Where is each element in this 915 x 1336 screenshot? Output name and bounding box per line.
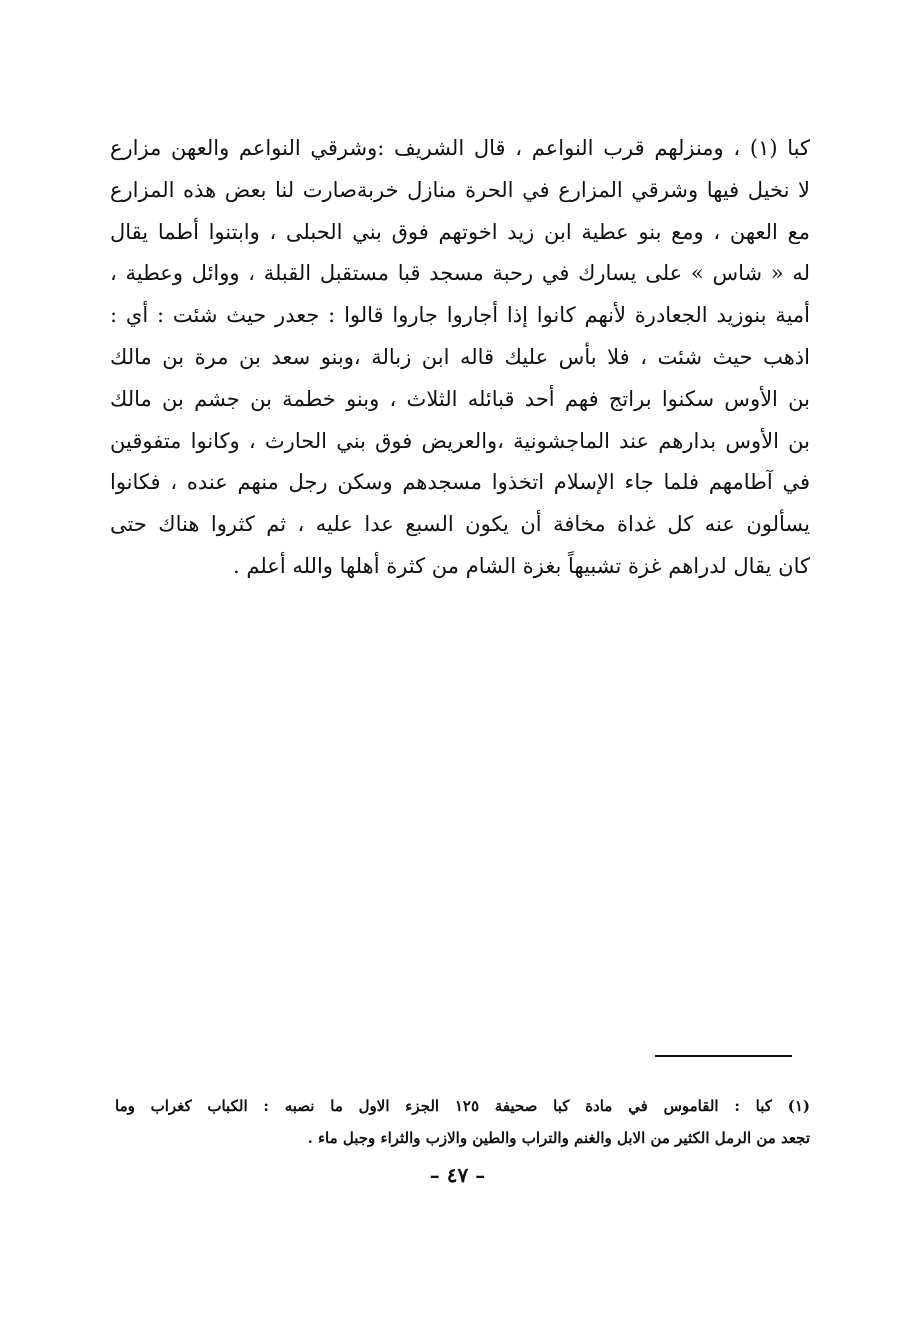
text-line: مع العهن ، ومع بنو عطية ابن زيد اخوتهم فوق بني الحبلى ، وابتنوا أطما يقال bbox=[110, 219, 810, 244]
text-line: أمية بنوزيد الجعادرة لأنهم كانوا إذا أجاروا جاروا قالوا : جعدر حيث شئت : أي : bbox=[110, 303, 810, 328]
text-line: في آطامهم فلما جاء الإسلام اتخذوا مسجدهم وسكن رجل منهم عنده ، فكانوا bbox=[110, 470, 810, 495]
text-line: لا نخيل فيها وشرقي المزارع في الحرة منازل خربةصارت لنا بعض هذه المزارع bbox=[110, 177, 810, 202]
text-line: اذهب حيث شئت ، فلا بأس عليك قاله ابن زبالة ،وبنو سعد بن مرة بن مالك bbox=[110, 344, 810, 369]
footnote-separator bbox=[655, 1055, 792, 1057]
text-line: كان يقال لدراهم غزة تشبيهاً بغزة الشام من كثرة أهلها والله أعلم . bbox=[233, 553, 810, 578]
text-line: بن الأوس بدارهم عند الماجشونية ،والعريض فوق بني الحارث ، وكانوا متفوقين bbox=[110, 428, 810, 453]
footnote-block bbox=[115, 1090, 810, 1154]
footnote-line: تجعد من الرمل الكثير من الابل والغنم والتراب والطين والازب والثراء وجبل ماء . bbox=[307, 1129, 810, 1147]
page-number: – ٤٧ – bbox=[429, 1163, 486, 1187]
text-line: بن الأوس سكنوا براتج فهم أحد قبائله الثلاث ، وبنو خطمة بن جشم بن مالك bbox=[110, 386, 810, 411]
text-line: يسألون عنه كل غداة مخافة أن يكون السبع عدا عليه ، ثم كثروا هناك حتى bbox=[110, 512, 810, 537]
footnote-line: (١) كبا : القاموس في مادة كبا صحيفة ١٢٥ الجزء الاول ما نصبه : الكباب كغراب وما bbox=[115, 1097, 810, 1115]
main-text-block bbox=[110, 128, 810, 588]
text-line: كبا (١) ، ومنزلهم قرب النواعم ، قال الشريف :وشرقي النواعم والعهن مزارع bbox=[110, 136, 810, 160]
text-line: له « شاس » على يسارك في رحبة مسجد قبا مستقبل القبلة ، ووائل وعطية ، bbox=[110, 261, 810, 286]
